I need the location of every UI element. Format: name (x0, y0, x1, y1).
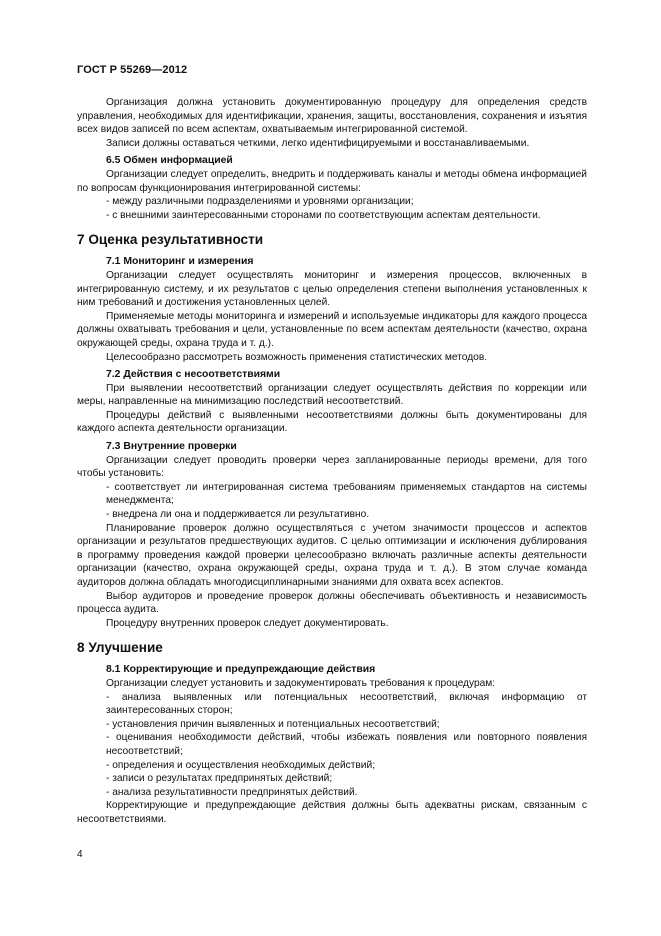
subsection-heading: 6.5 Обмен информацией (106, 155, 233, 167)
subsection-heading: 7.3 Внутренние проверки (106, 441, 237, 453)
document-body (77, 96, 587, 827)
list-item: - анализа результативности предпринятых действий. (106, 786, 358, 798)
paragraph: Организации следует осуществлять мониторинг и измерения процессов, включенных в интегрированную систему, и их результатов с целью определения степени выполнения установленных к ним требований и достижения установленных целей. (77, 269, 587, 309)
list-item: - записи о результатах предпринятых действий; (106, 773, 333, 785)
document-header: ГОСТ Р 55269—2012 (77, 64, 188, 76)
paragraph: Процедуры действий с выявленными несоответствиями должны быть документированы для каждого аспекта деятельности организации. (77, 409, 587, 435)
paragraph: Организация должна установить документированную процедуру для определения средств управления, необходимых для идентификации, хранения, защиты, восстановления, сохранения и изъятия всех видов записей по всем аспектам, охватываемым интегрированной системой. (77, 97, 587, 136)
paragraph: Применяемые методы мониторинга и измерений и используемые индикаторы для каждого процесса должны охватывать требования и цели, установленные по всем аспектам деятельности (качество, охрана окружающей среды, охрана труда и т. д.). (77, 310, 587, 349)
list-item: - установления причин выявленных и потенциальных несоответствий; (106, 718, 440, 730)
list-item: - оценивания необходимости действий, чтобы избежать появления или повторного появления несоответствий; (106, 732, 587, 757)
section-heading: 7 Оценка результативности (77, 232, 264, 248)
list-item: - внедрена ли она и поддерживается ли результативно. (106, 509, 370, 521)
list-item: - между различными подразделениями и уровнями организации; (106, 196, 414, 208)
subsection-heading: 7.1 Мониторинг и измерения (106, 256, 254, 268)
list-item: - соответствует ли интегрированная система требованиям применяемых стандартов на системы менеджмента; (106, 481, 587, 507)
section-heading: 8 Улучшение (77, 640, 163, 656)
paragraph: Организации следует установить и задокументировать требования к процедурам: (106, 677, 496, 689)
paragraph: Процедуру внутренних проверок следует документировать. (106, 617, 389, 629)
paragraph: При выявлении несоответствий организации следует осуществлять действия по коррекции или меры, направленные на минимизацию последствий несоответствий. (77, 382, 587, 408)
list-item: - анализа выявленных или потенциальных несоответствий, включая информацию от заинтересованных сторон; (106, 691, 587, 717)
paragraph: Организации следует проводить проверки через запланированные периоды времени, для того чтобы установить: (77, 454, 587, 480)
list-item: - с внешними заинтересованными сторонами по соответствующим аспектам деятельности. (106, 209, 541, 221)
paragraph: Планирование проверок должно осуществляться с учетом значимости процессов и аспектов организации и результатов предшествующих аудитов. С целью оптимизации и исключения дублирования в программу проведения каждой проверки целесообразно включать различные аспекты деятельности организации (качество, охрана окружающей среды, охрана труда и т. д.). В этом случае команда аудиторов должна обладать многодисциплинарными знаниями для охвата всех аспектов. (77, 522, 587, 588)
paragraph: Целесообразно рассмотреть возможность применения статистических методов. (106, 351, 488, 363)
paragraph: Выбор аудиторов и проведение проверок должны обеспечивать объективность и независимость процесса аудита. (77, 590, 587, 616)
paragraph: Записи должны оставаться четкими, легко идентифицируемыми и восстанавливаемыми. (106, 137, 530, 149)
list-item: - определения и осуществления необходимых действий; (106, 759, 376, 771)
subsection-heading: 8.1 Корректирующие и предупреждающие действия (106, 664, 376, 676)
page-number: 4 (77, 849, 83, 860)
paragraph: Организации следует определить, внедрить и поддерживать каналы и методы обмена информацией по вопросам функционирования интегрированной системы: (77, 168, 587, 194)
subsection-heading: 7.2 Действия с несоответствиями (106, 369, 281, 381)
paragraph: Корректирующие и предупреждающие действия должны быть адекватны рискам, связанным с несоответствиями. (77, 800, 587, 825)
